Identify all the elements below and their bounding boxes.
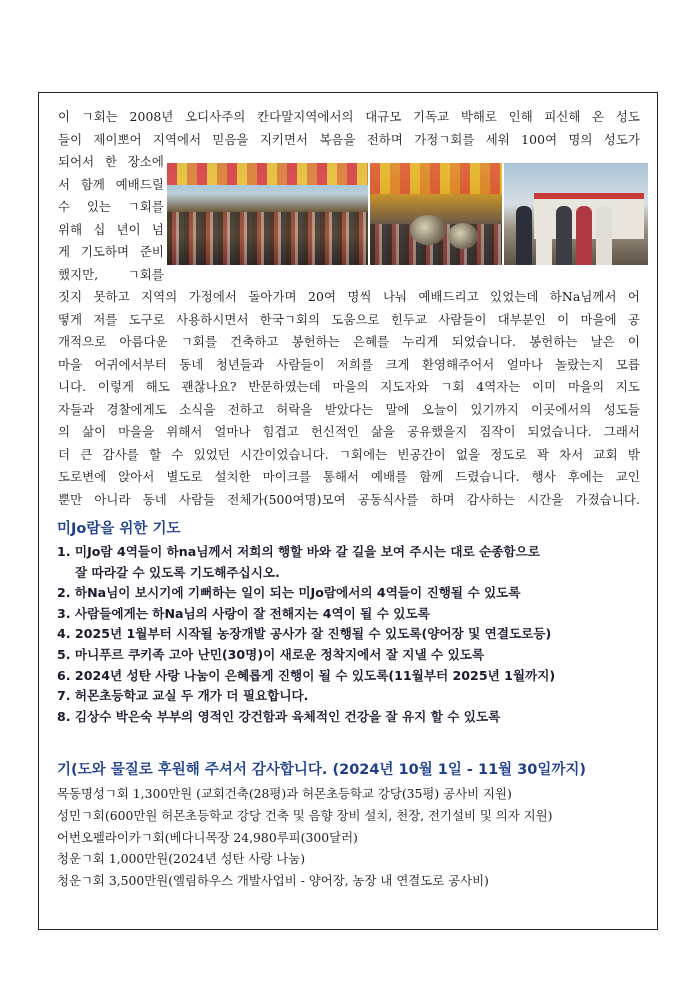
prayer-section-title: 미Jo람을 위한 기도 [57, 521, 181, 537]
prayer-item: 5. 마니푸르 쿠키족 고아 난민(30명)이 새로운 정착지에서 잘 지낼 수 있도록 [57, 646, 485, 662]
story-line: 위해 십 년이 넘 [58, 221, 164, 237]
photo-strip [167, 163, 648, 265]
prayer-item: 4. 2025년 1월부터 시작될 농장개발 공사가 잘 진행될 수 있도록(양어장 및 연결도로등) [57, 626, 552, 642]
prayer-item: 1. 미Jo람 4역들이 하na님께서 저희의 행할 바와 갈 길을 보여 주시는 대로 순종함으로 [57, 544, 540, 559]
story-line: 더 큰 감사를 할 수 있었던 시간이었습니다. ㄱ회에는 빈공간이 없을 정도로 꽉 차서 교회 밖 [58, 446, 640, 462]
story-line: 들이 제이뽀어 지역에서 믿음을 지키면서 복음을 전하며 가정ㄱ회를 세워 100여 명의 성도가 [58, 131, 640, 147]
prayer-item: 2. 하Na님이 보시기에 기뻐하는 일이 되는 미Jo람에서의 4역들이 진행될 수 있도록 [57, 585, 521, 601]
prayer-item: 8. 김상수 박은숙 부부의 영적인 강건함과 육체적인 건강을 잘 유지 할 수 있도록 [57, 708, 501, 724]
story-line: 이 ㄱ회는 2008년 오디사주의 칸다말지역에서의 대규모 기독교 박해로 인해 피신해 온 성도 [58, 109, 640, 124]
story-line: 서 함께 예배드릴 [58, 176, 164, 192]
support-list [57, 783, 647, 892]
story-line: 했지만, ㄱ회를 [58, 266, 164, 282]
story-line: 니다. 이렇게 해도 괜찮나요? 반문하였는데 마을의 지도자와 ㄱ회 4역자는 이미 마을의 지도 [58, 379, 640, 394]
story-line: 마을 어귀에서부터 동네 청년들과 사람들이 저희를 크게 환영해주어서 얼마나 놀랐는지 모릅 [58, 356, 640, 372]
story-line: 도로변에 앉아서 별도로 설치한 마이크를 통해서 예배를 함께 드렸습니다. 행사 후에는 교인 [58, 469, 640, 484]
story-line: 게 기도하며 준비 [58, 244, 164, 259]
story-line: 의 삶이 마을을 위해서 얼마나 힘겹고 헌신적인 삶을 공유했을지 짐작이 되었습니다. 그래서 [58, 424, 640, 439]
story-line: 짓지 못하고 지역의 가정에서 돌아가며 20여 명씩 나눠 예배드리고 있었는데 하Na님께서 어 [58, 289, 640, 304]
prayer-item-continued: 잘 따라갈 수 있도록 기도해주십시오. [75, 564, 280, 580]
support-item: 목동명성ㄱ회 1,300만원 (교회건축(28평)과 허몬초등학교 강당(35평) 공사비 지원) [57, 786, 512, 801]
support-item: 청운ㄱ회 1,000만원(2024년 성탄 사랑 나눔) [57, 851, 306, 867]
story-line: 뿐만 아니라 동네 사람들 전체가(500여명)모여 공동식사를 하며 감사하는 시간을 가졌습니다. [58, 491, 640, 507]
story-line: 개적으로 아름다운 ㄱ회를 건축하고 봉헌하는 은혜를 누리게 되었습니다. 봉헌하는 날은 이 [58, 334, 640, 349]
story-line: 되어서 한 장소에 [58, 154, 164, 169]
photo-church-building [504, 163, 648, 265]
story-line: 떻게 저를 도구로 사용하시면서 한국ㄱ회의 도움으로 힌두교 사람들이 대부분인 이 마을에 공 [58, 311, 640, 327]
photo-community-meal [370, 163, 501, 265]
support-item: 성민ㄱ회(600만원 허몬초등학교 강당 건축 및 음향 장비 설치, 천장, 전기설비 및 의자 지원) [57, 807, 553, 823]
support-section-title: 기(도와 물질로 후원해 주셔서 감사합니다. (2024년 10월 1일 - 11월 30일까지) [57, 762, 587, 778]
story-line: 수 있는 ㄱ회를 [58, 199, 164, 214]
prayer-item: 3. 사람들에게는 하Na님의 사랑이 잘 전해지는 4역이 될 수 있도록 [57, 605, 430, 621]
photo-crowd-worship [167, 163, 368, 265]
prayer-item: 6. 2024년 성탄 사랑 나눔이 은혜롭게 진행이 될 수 있도록(11월부터 2025년 1월까지) [57, 667, 556, 683]
support-item: 청운ㄱ회 3,500만원(엘림하우스 개발사업비 - 양어장, 농장 내 연결도로 공사비) [57, 873, 489, 889]
prayer-item: 7. 허몬초등학교 교실 두 개가 더 필요합니다. [57, 688, 309, 704]
story-line: 자들과 경찰에게도 소식을 전하고 허락을 받았다는 말에 오늘이 있기까지 이곳에서의 성도들 [58, 401, 640, 417]
prayer-list [57, 542, 647, 727]
support-item: 어번오펠라이카ㄱ회(베다니목장 24,980루피(300달러) [57, 829, 358, 845]
